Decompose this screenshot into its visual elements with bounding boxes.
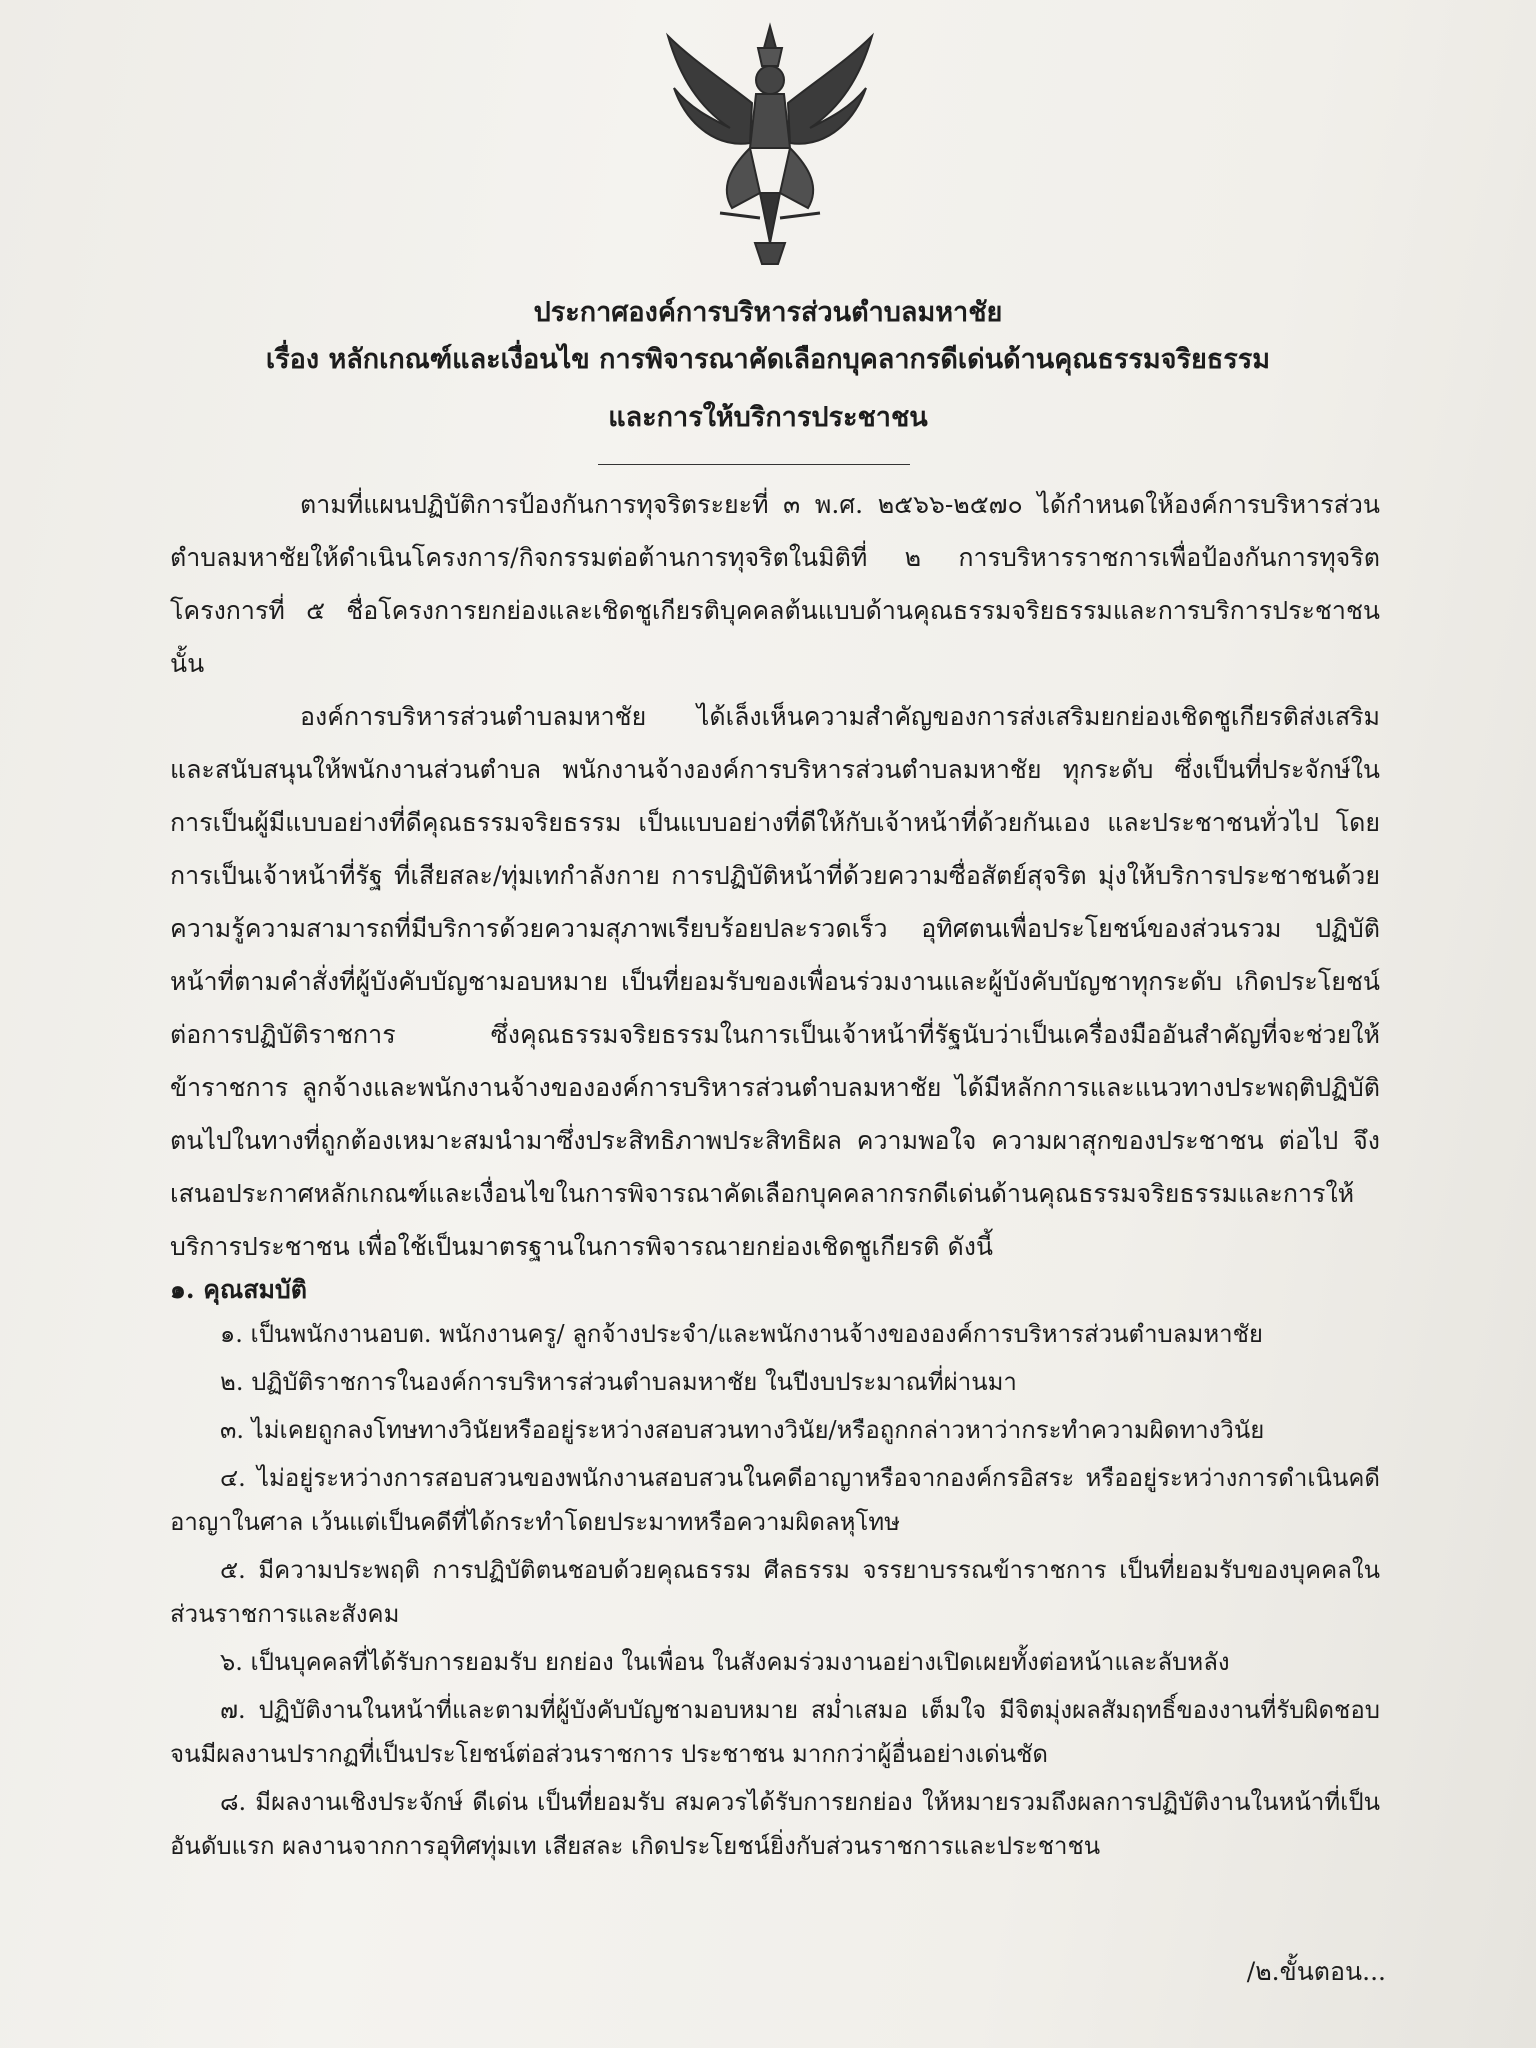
list-item: ๖. เป็นบุคคลที่ได้รับการยอมรับ ยกย่อง ในเพื่อน ในสังคมร่วมงานอย่างเปิดเผยทั้งต่อหน้าและลับหลัง: [220, 1648, 1230, 1676]
list-item: ๘. มีผลงานเชิงประจักษ์ ดีเด่น เป็นที่ยอมรับ สมควรได้รับการยกย่อง ให้หมายรวมถึงผลการปฏิบัติงานในหน้าที่เป็นอันดับแรก ผลงานจากการอุทิศทุ่มเท เสียสละ เกิดประโยชน์ยิ่งกับส่วนราชการและประชาชน: [170, 1788, 1380, 1860]
continuation-note: /๒.ขั้นตอน...: [1246, 1957, 1386, 1986]
announcement-title: ประกาศองค์การบริหารส่วนตำบลมหาชัย: [533, 297, 1003, 328]
paragraph-rationale: องค์การบริหารส่วนตำบลมหาชัย ได้เล็งเห็นความสำคัญของการส่งเสริมยกย่องเชิดชูเกียรติส่งเสริมและสนับสนุนให้พนักงานส่วนตำบล พนักงานจ้างองค์การบริหารส่วนตำบลมหาชัย ทุกระดับ ซึ่งเป็นที่ประจักษ์ในการเป็นผู้มีแบบอย่างที่ดีคุณธรรมจริยธรรม เป็นแบบอย่างที่ดีให้กับเจ้าหน้าที่ด้วยกันเอง และประชาชนทั่วไป โดยการเป็นเจ้าหน้าที่รัฐ ที่เสียสละ/ทุ่มเทกำลังกาย การปฏิบัติหน้าที่ด้วยความซื่อสัตย์สุจริต มุ่งให้บริการประชาชนด้วยความรู้ความสามารถที่มีบริการด้วยความสุภาพเรียบร้อยปละรวดเร็ว อุทิศตนเพื่อประโยชน์ของส่วนรวม ปฏิบัติหน้าที่ตามคำสั่งที่ผู้บังคับบัญชามอบหมาย เป็นที่ยอมรับของเพื่อนร่วมงานและผู้บังคับบัญชาทุกระดับ เกิดประโยชน์ต่อการปฏิบัติราชการ ซึ่งคุณธรรมจริยธรรมในการเป็นเจ้าหน้าที่รัฐนับว่าเป็นเครื่องมืออันสำคัญที่จะช่วยให้ข้าราชการ ลูกจ้างและพนักงานจ้างขององค์การบริหารส่วนตำบลมหาชัย ได้มีหลักการและแนวทางประพฤติปฏิบัติตนไปในทางที่ถูกต้องเหมาะสมนำมาซึ่งประสิทธิภาพประสิทธิผล ความพอใจ ความผาสุกของประชาชน ต่อไป จึงเสนอประกาศหลักเกณฑ์และเงื่อนไขในการพิจารณาคัดเลือกบุคคลากรกดีเด่นด้านคุณธรรมจริยธรรมและการให้บริการประชาชน เพื่อใช้เป็นมาตรฐานในการพิจารณายกย่องเชิดชูเกียรติ ดังนี้: [170, 702, 1380, 1261]
announcement-subject: เรื่อง หลักเกณฑ์และเงื่อนไข การพิจารณาคัดเลือกบุคลากรดีเด่นด้านคุณธรรมจริยธรรม: [265, 344, 1271, 375]
list-item: ๑. เป็นพนักงานอบต. พนักงานครู/ ลูกจ้างประจำ/และพนักงานจ้างขององค์การบริหารส่วนตำบลมหาชัย: [220, 1320, 1263, 1348]
garuda-emblem-icon: [660, 18, 880, 268]
list-item: ๗. ปฏิบัติงานในหน้าที่และตามที่ผู้บังคับบัญชามอบหมาย สม่ำเสมอ เต็มใจ มีจิตมุ่งผลสัมฤทธิ์ของงานที่รับผิดชอบจนมีผลงานปรากฏที่เป็นประโยชน์ต่อส่วนราชการ ประชาชน มากกว่าผู้อื่นอย่างเด่นชัด: [170, 1696, 1380, 1768]
list-item: ๓. ไม่เคยถูกลงโทษทางวินัยหรืออยู่ระหว่างสอบสวนทางวินัย/หรือถูกกล่าวหาว่ากระทำความผิดทางวินัย: [220, 1416, 1265, 1444]
list-item: ๔. ไม่อยู่ระหว่างการสอบสวนของพนักงานสอบสวนในคดีอาญาหรือจากองค์กรอิสระ หรืออยู่ระหว่างการดำเนินคดีอาญาในศาล เว้นแต่เป็นคดีที่ได้กระทำโดยประมาทหรือความผิดลหุโทษ: [170, 1464, 1380, 1536]
qualification-list: [170, 1312, 1380, 1872]
header-divider: [598, 464, 910, 465]
announcement-subject-continued: และการให้บริการประชาชน: [608, 402, 928, 433]
list-item: ๕. มีความประพฤติ การปฏิบัติตนชอบด้วยคุณธรรม ศีลธรรม จรรยาบรรณข้าราชการ เป็นที่ยอมรับของบุคคลในส่วนราชการและสังคม: [170, 1556, 1380, 1628]
section-heading-qualifications: ๑. คุณสมบัติ: [170, 1275, 308, 1304]
paragraph-intro: ตามที่แผนปฏิบัติการป้องกันการทุจริตระยะที่ ๓ พ.ศ. ๒๕๖๖-๒๕๗๐ ได้กำหนดให้องค์การบริหารส่วนตำบลมหาชัยให้ดำเนินโครงการ/กิจกรรมต่อต้านการทุจริตในมิติที่ ๒ การบริหารราชการเพื่อป้องกันการทุจริต โครงการที่ ๕ ชื่อโครงการยกย่องและเชิดชูเกียรติบุคคลต้นแบบด้านคุณธรรมจริยธรรมและการบริการประชาชน นั้น: [170, 490, 1380, 678]
list-item: ๒. ปฏิบัติราชการในองค์การบริหารส่วนตำบลมหาชัย ในปีงบประมาณที่ผ่านมา: [220, 1368, 1017, 1396]
